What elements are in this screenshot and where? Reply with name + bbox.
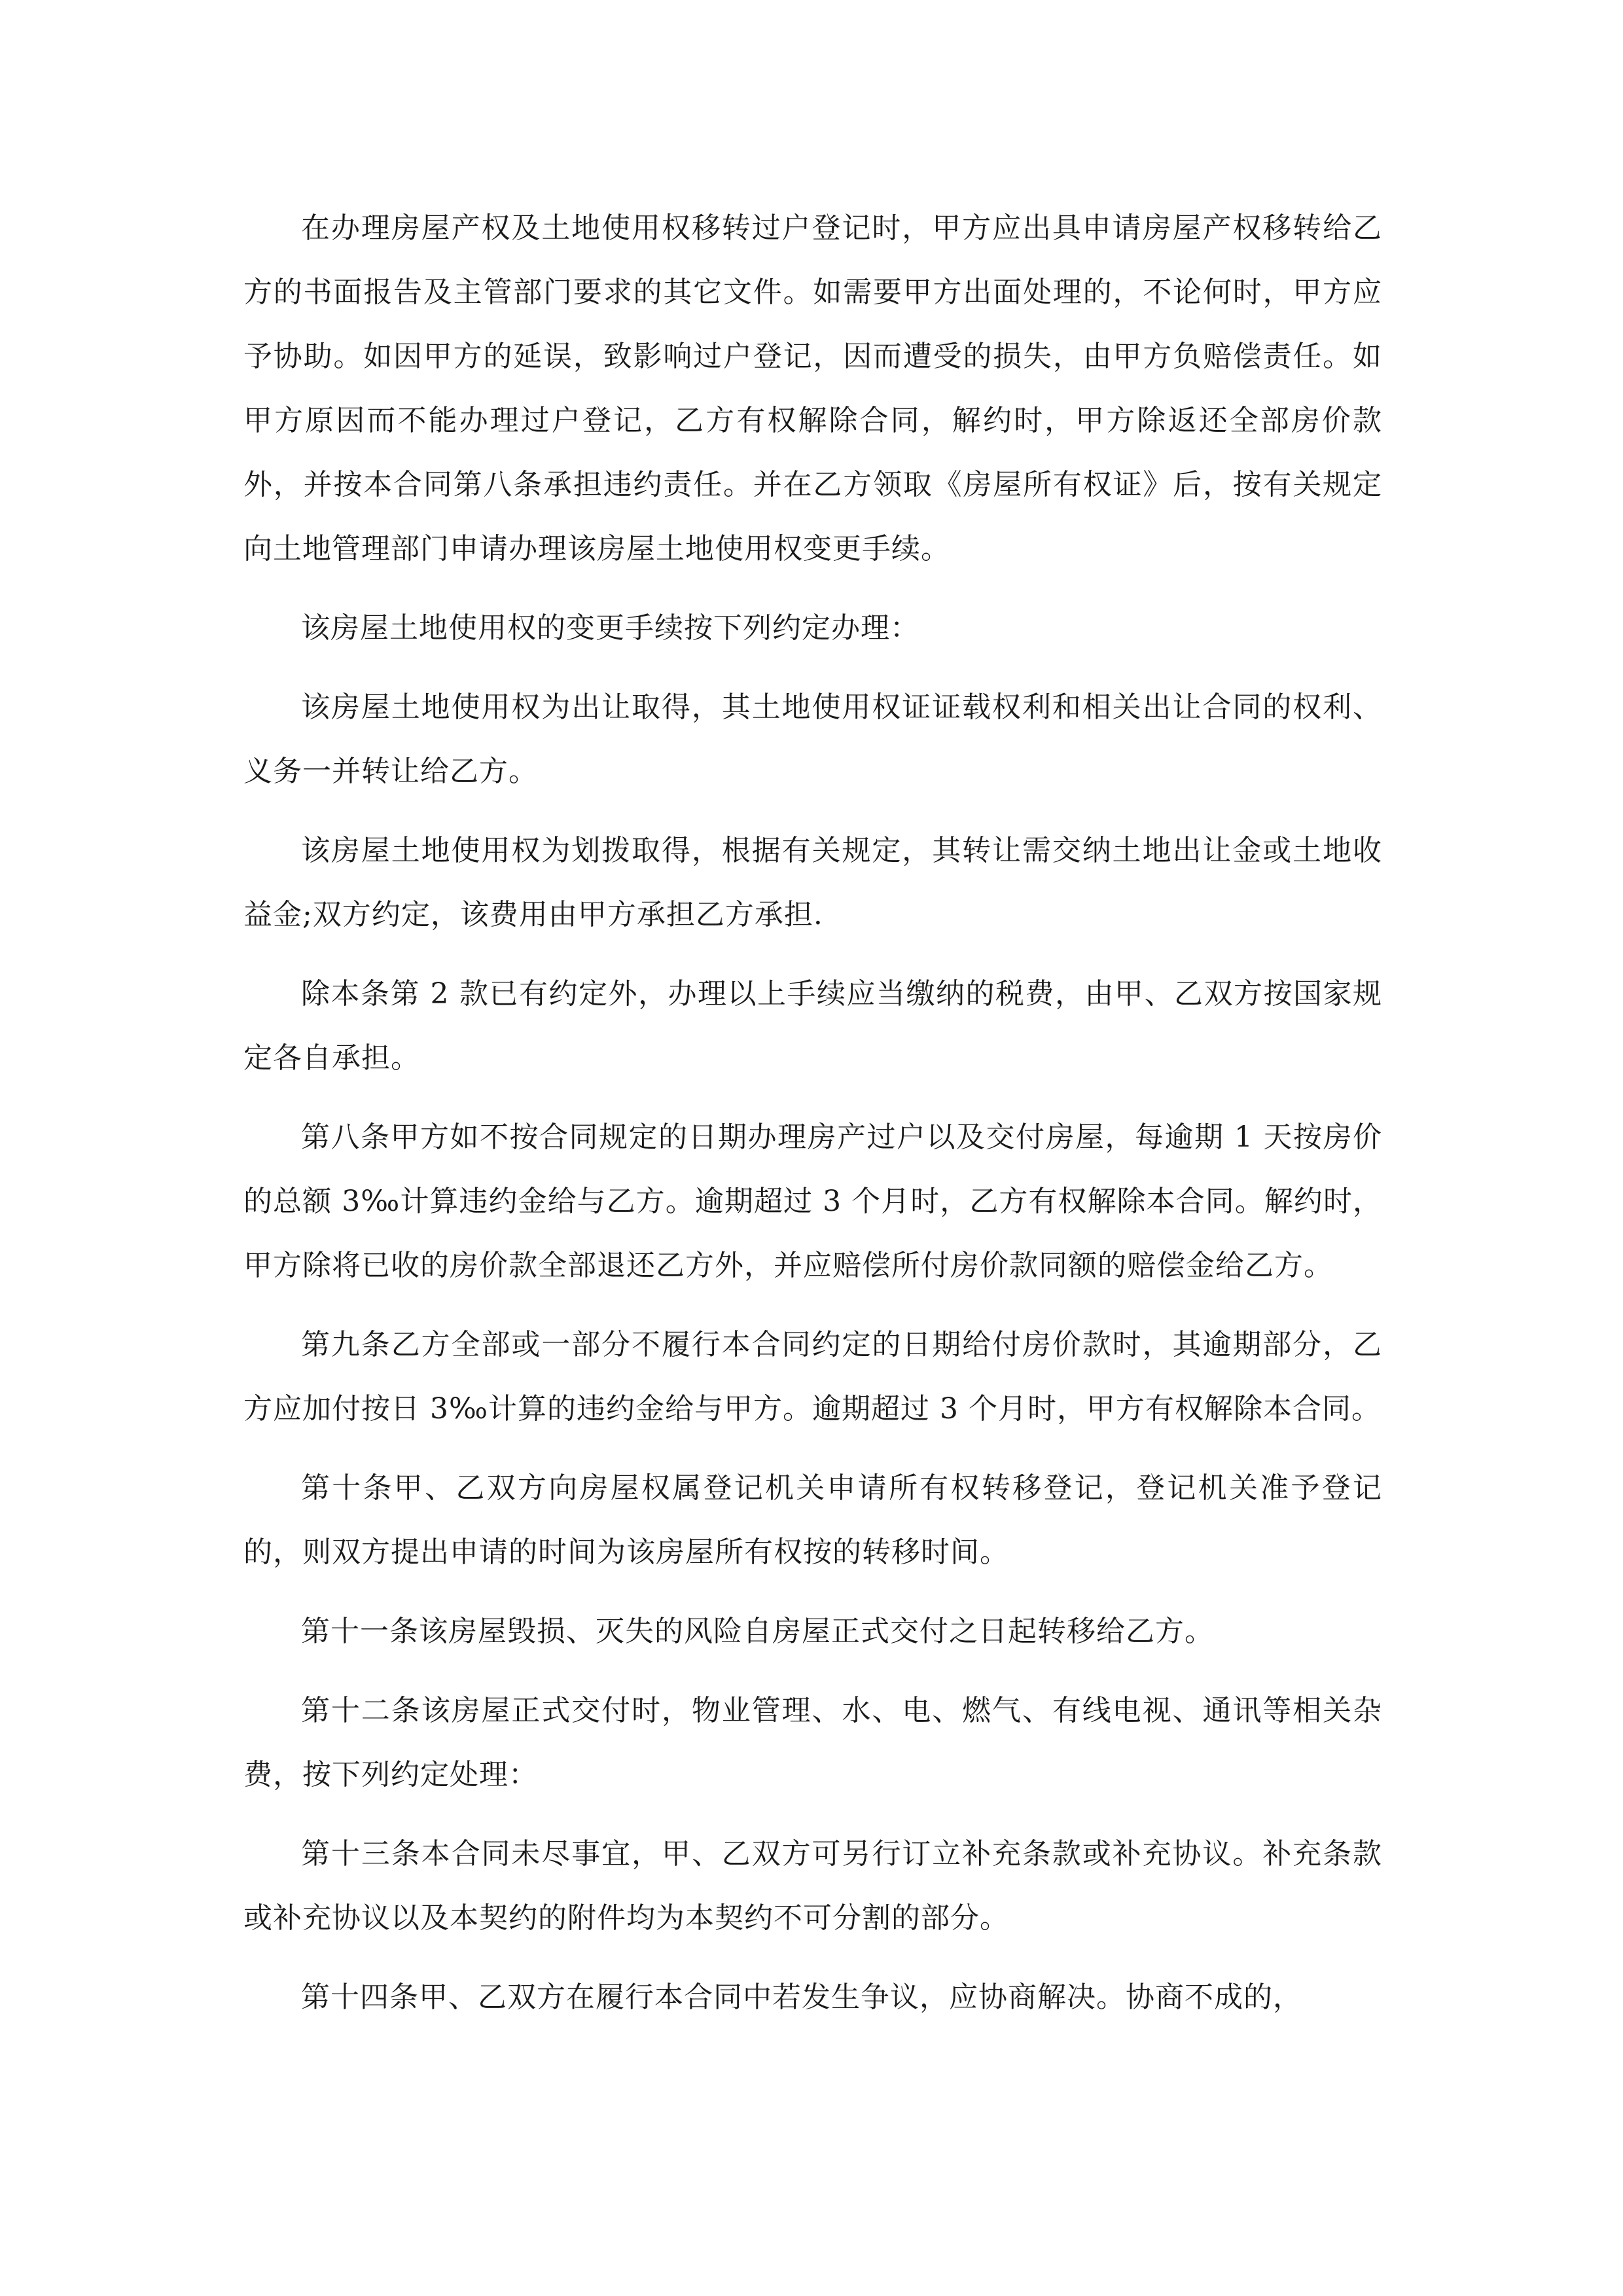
document-body (243, 196, 1382, 2045)
paragraph-taxes: 除本条第 2 款已有约定外，办理以上手续应当缴纳的税费，由甲、乙双方按国家规定各自承担。 (243, 977, 1382, 1075)
paragraph-article-11: 第十一条该房屋毁损、灭失的风险自房屋正式交付之日起转移给乙方。 (301, 1615, 1214, 1648)
paragraph-land-grant: 该房屋土地使用权为出让取得，其土地使用权证证载权利和相关出让合同的权利、义务一并转让给乙方。 (243, 691, 1382, 788)
paragraph-article-13: 第十三条本合同未尽事宜，甲、乙双方可另行订立补充条款或补充协议。补充条款或补充协议以及本契约的附件均为本契约不可分割的部分。 (243, 1837, 1382, 1935)
paragraph-article-10: 第十条甲、乙双方向房屋权属登记机关申请所有权转移登记，登记机关准予登记的，则双方提出申请的时间为该房屋所有权按的转移时间。 (243, 1471, 1382, 1569)
paragraph-transfer-registration: 在办理房屋产权及土地使用权移转过户登记时，甲方应出具申请房屋产权移转给乙方的书面报告及主管部门要求的其它文件。如需要甲方出面处理的，不论何时，甲方应予协助。如因甲方的延误，致影响过户登记，因而遭受的损失，由甲方负赔偿责任。如甲方原因而不能办理过户登记，乙方有权解除合同，解约时，甲方除返还全部房价款外，并按本合同第八条承担违约责任。并在乙方领取《房屋所有权证》后，按有关规定向土地管理部门申请办理该房屋土地使用权变更手续。 (243, 211, 1382, 565)
paragraph-article-14: 第十四条甲、乙双方在履行本合同中若发生争议，应协商解决。协商不成的， (301, 1981, 1302, 2014)
paragraph-article-12: 第十二条该房屋正式交付时，物业管理、水、电、燃气、有线电视、通讯等相关杂费，按下列约定处理： (243, 1694, 1382, 1791)
paragraph-article-8: 第八条甲方如不按合同规定的日期办理房产过户以及交付房屋，每逾期 1 天按房价的总额 3‰计算违约金给与乙方。逾期超过 3 个月时，乙方有权解除本合同。解约时，甲方除将已收的房价款全部退还乙方外，并应赔偿所付房价款同额的赔偿金给乙方。 (243, 1121, 1382, 1282)
paragraph-land-use-change: 该房屋土地使用权的变更手续按下列约定办理： (301, 611, 919, 645)
paragraph-land-allocation: 该房屋土地使用权为划拨取得，根据有关规定，其转让需交纳土地出让金或土地收益金;双方约定，该费用由甲方承担乙方承担. (243, 834, 1382, 931)
paragraph-article-9: 第九条乙方全部或一部分不履行本合同约定的日期给付房价款时，其逾期部分，乙方应加付按日 3‰计算的违约金给与甲方。逾期超过 3 个月时，甲方有权解除本合同。 (243, 1328, 1382, 1426)
